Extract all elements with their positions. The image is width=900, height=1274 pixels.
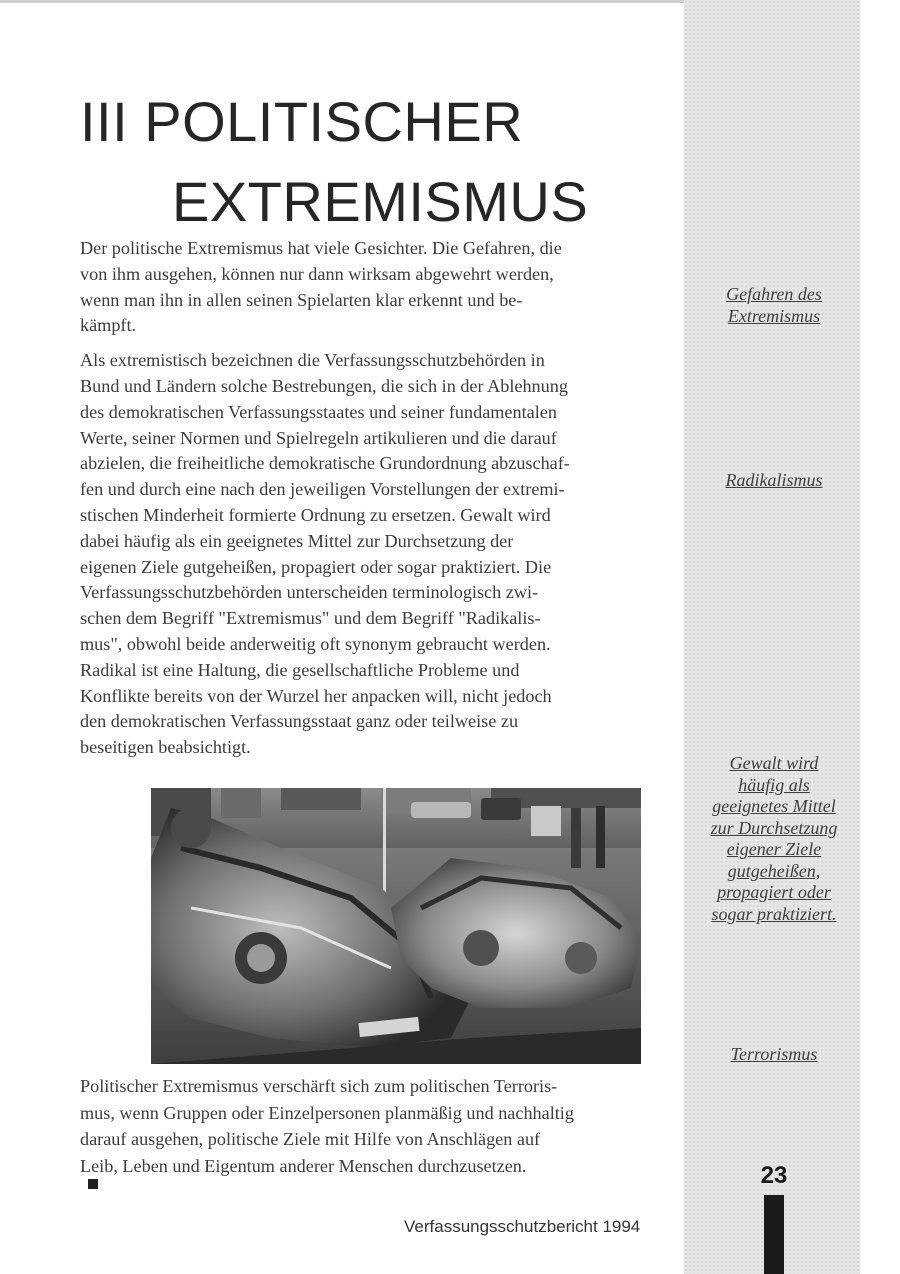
chapter-title-line-2: EXTREMISMUS <box>172 170 589 233</box>
margin-note-radikalismus <box>688 470 860 492</box>
text-line: Als extremistisch bezeichnen die Verfassungsschutzbehörden in <box>80 350 545 371</box>
text-line: von ihm ausgehen, können nur dann wirksam abgewehrt werden, <box>80 263 554 284</box>
text-line: kämpft. <box>80 315 137 336</box>
margin-note-line: eigener Ziele <box>726 839 822 859</box>
chapter-title <box>80 82 680 242</box>
page-number: 23 <box>760 1162 788 1189</box>
body-text <box>80 236 645 770</box>
margin-note-line: gutgeheißen, <box>727 860 821 881</box>
text-line: Leib, Leben und Eigentum anderer Menschen durchzusetzen. <box>80 1155 527 1176</box>
definition-paragraph <box>80 348 645 761</box>
burned-cars-photo <box>151 788 641 1064</box>
margin-note-terrorismus <box>688 1044 860 1066</box>
text-line: Bund und Ländern solche Bestrebungen, die sich in der Ablehnung <box>80 375 568 396</box>
margin-note-line: propagiert oder <box>717 882 831 902</box>
margin-note-line: geeignetes Mittel <box>712 796 836 816</box>
intro-paragraph <box>80 236 645 339</box>
text-line: dabei häufig als ein geeignetes Mittel zur Durchsetzung der <box>80 530 514 551</box>
top-rule <box>0 0 684 3</box>
margin-sidebar <box>684 0 860 1274</box>
text-line: Radikal ist eine Haltung, die gesellschaftliche Probleme und <box>80 659 520 680</box>
text-line: darauf ausgehen, politische Ziele mit Hilfe von Anschlägen auf <box>80 1129 541 1149</box>
text-line: Konflikte bereits von der Wurzel her anpacken will, nicht jedoch <box>80 685 552 706</box>
margin-note-line: Radikalismus <box>725 470 823 490</box>
margin-note-gewalt <box>688 753 860 925</box>
end-of-article-square-icon <box>88 1179 98 1189</box>
text-line: beseitigen beabsichtigt. <box>80 737 251 758</box>
text-line: schen dem Begriff "Extremismus" und dem Begriff "Radikalis- <box>80 608 541 629</box>
text-line: mus", obwohl beide anderweitig oft synonym gebraucht werden. <box>80 633 551 654</box>
chapter-title-line-1: III POLITISCHER <box>80 90 524 153</box>
text-line: Werte, seiner Normen und Spielregeln artikulieren und die darauf <box>80 427 557 448</box>
margin-note-line: Extremismus <box>727 305 821 326</box>
terrorism-paragraph <box>80 1073 660 1189</box>
text-line: abzielen, die freiheitliche demokratische Grundordnung abzuschaf- <box>80 453 570 474</box>
margin-note-line: Terrorismus <box>730 1044 818 1064</box>
text-line: eigenen Ziele gutgeheißen, propagiert oder sogar praktiziert. Die <box>80 556 552 577</box>
page-number-bar <box>764 1195 784 1274</box>
text-line: Der politische Extremismus hat viele Gesichter. Die Gefahren, die <box>80 238 562 258</box>
closing-paragraph <box>80 1073 660 1189</box>
margin-note-line: Gefahren des <box>726 284 822 304</box>
margin-note-line: häufig als <box>738 774 810 795</box>
margin-note-line: zur Durchsetzung <box>710 817 838 838</box>
text-line: stischen Minderheit formierte Ordnung zu ersetzen. Gewalt wird <box>80 504 551 525</box>
text-line: Verfassungsschutzbehörden unterscheiden terminologisch zwi- <box>80 582 539 603</box>
text-line: mus, wenn Gruppen oder Einzelpersonen planmäßig und nachhaltig <box>80 1102 574 1123</box>
footer-publication-title: Verfassungsschutzbericht 1994 <box>404 1217 641 1236</box>
text-line: den demokratischen Verfassungsstaat ganz oder teilweise zu <box>80 711 519 732</box>
text-line-last <box>80 1153 660 1190</box>
text-line: wenn man ihn in allen seinen Spielarten klar erkennt und be- <box>80 289 523 310</box>
text-line: fen und durch eine nach den jeweiligen Vorstellungen der extremi- <box>80 479 565 500</box>
text-line: Politischer Extremismus verschärft sich zum politischen Terroris- <box>80 1076 558 1096</box>
margin-note-line: sogar praktiziert. <box>711 903 837 924</box>
text-line: des demokratischen Verfassungsstaates und seiner fundamentalen <box>80 401 557 422</box>
margin-note-line: Gewalt wird <box>729 753 819 773</box>
margin-note-gefahren <box>688 284 860 327</box>
